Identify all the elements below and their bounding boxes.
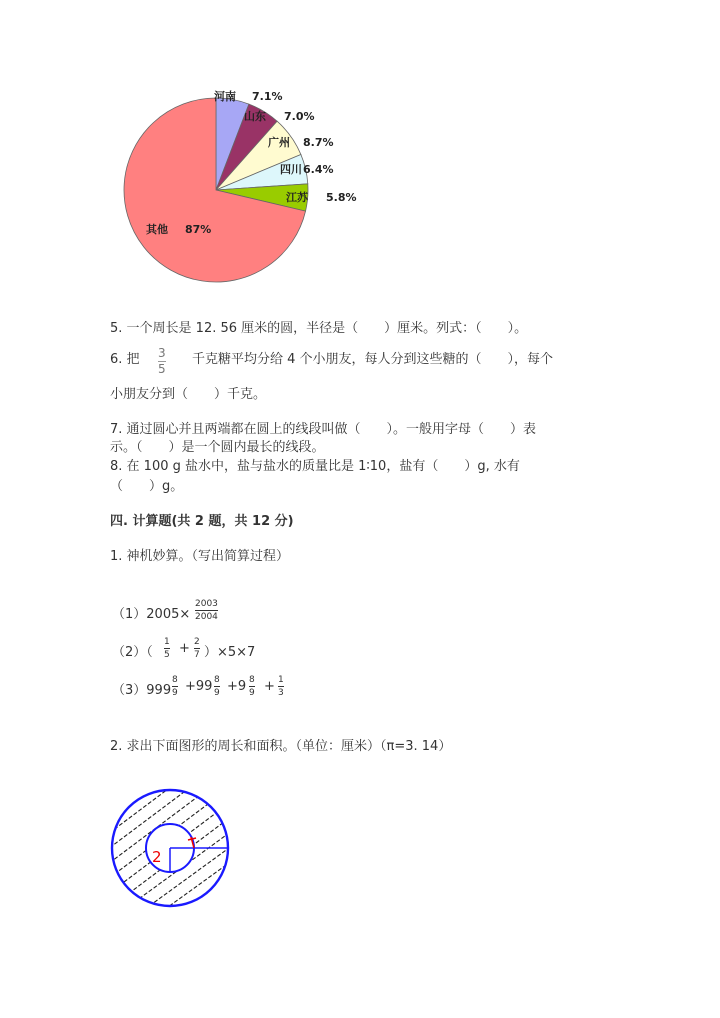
calc-1-part-3-term-d: + bbox=[264, 679, 275, 694]
calc-1-part-2-close: ）×5×7 bbox=[204, 645, 256, 660]
fraction-numerator: 8 bbox=[172, 675, 178, 685]
fraction-bar bbox=[172, 686, 178, 687]
fraction-bar bbox=[194, 648, 200, 649]
pie-category-label-2: 广州 bbox=[268, 136, 290, 149]
fraction-denominator: 9 bbox=[214, 688, 220, 698]
calc-1-part-1-label: （1）2005× bbox=[112, 607, 191, 622]
calc-1-part-3-term-b: +99 bbox=[185, 679, 213, 694]
fraction-numerator: 1 bbox=[278, 675, 284, 685]
fraction-numerator: 3 bbox=[158, 346, 166, 360]
fraction-numerator: 2003 bbox=[195, 599, 218, 609]
fraction-numerator: 8 bbox=[214, 675, 220, 685]
pie-percent-label-0: 7.1% bbox=[252, 90, 283, 103]
fraction-bar bbox=[214, 686, 220, 687]
calc-1-part-1-fraction bbox=[195, 599, 218, 622]
question-7-line2: 示。（ ）是一个圆内最长的线段。 bbox=[110, 440, 325, 455]
annulus-figure bbox=[100, 780, 240, 920]
calc-1-part-2-fraction-2 bbox=[194, 637, 200, 660]
question-6-fraction bbox=[158, 347, 166, 376]
question-7-line1: 7. 通过圆心并且两端都在圆上的线段叫做（ ）。一般用字母（ ）表 bbox=[110, 422, 537, 437]
fraction-numerator: 8 bbox=[249, 675, 255, 685]
pie-percent-label-2: 8.7% bbox=[303, 136, 334, 149]
fraction-bar bbox=[278, 686, 284, 687]
question-6-line2: 小朋友分到（ ）千克。 bbox=[110, 387, 267, 402]
calc-2-title: 2. 求出下面图形的周长和面积。（单位：厘米）（π=3. 14） bbox=[110, 739, 452, 754]
calc-1-part-3-fraction-a bbox=[172, 675, 178, 698]
calc-1-title: 1. 神机妙算。（写出简算过程） bbox=[110, 549, 290, 564]
calc-1-part-3-fraction-c bbox=[249, 675, 255, 698]
fraction-bar bbox=[195, 610, 218, 611]
fraction-numerator: 2 bbox=[194, 637, 200, 647]
calc-1-part-2-open: （2）（ bbox=[112, 645, 153, 660]
fraction-bar bbox=[164, 648, 170, 649]
fraction-denominator: 5 bbox=[164, 650, 170, 660]
fraction-denominator: 3 bbox=[278, 688, 284, 698]
pie-chart bbox=[0, 0, 420, 300]
pie-percent-label-3: 6.4% bbox=[303, 163, 334, 176]
fraction-denominator: 9 bbox=[172, 688, 178, 698]
fraction-denominator: 9 bbox=[249, 688, 255, 698]
fraction-denominator: 5 bbox=[158, 362, 166, 376]
section-heading: 四. 计算题(共 2 题，共 12 分) bbox=[110, 514, 294, 529]
fraction-denominator: 7 bbox=[194, 650, 200, 660]
calc-1-part-2-fraction-1 bbox=[164, 637, 170, 660]
calc-1-part-3-label: （3）999 bbox=[112, 683, 172, 698]
pie-category-label-4: 江苏 bbox=[286, 191, 308, 204]
pie-percent-label-5: 87% bbox=[185, 223, 212, 236]
pie-category-label-1: 山东 bbox=[244, 110, 266, 123]
question-5: 5. 一个周长是 12. 56 厘米的圆，半径是（ ）厘米。列式：（ ）。 bbox=[110, 321, 528, 336]
question-8-line1: 8. 在 100 g 盐水中，盐与盐水的质量比是 1∶10，盐有（ ）g, 水有 bbox=[110, 459, 520, 474]
question-8-line2: （ ）g。 bbox=[110, 479, 184, 494]
pie-percent-label-4: 5.8% bbox=[326, 191, 357, 204]
inner-radius-label: 2 bbox=[152, 848, 162, 866]
fraction-bar bbox=[249, 686, 255, 687]
question-6-suffix: 千克糖平均分给 4 个小朋友，每人分到这些糖的（ ），每个 bbox=[192, 352, 554, 367]
fraction-numerator: 1 bbox=[164, 637, 170, 647]
pie-category-label-3: 四川 bbox=[280, 163, 302, 176]
question-6-prefix: 6. 把 bbox=[110, 352, 140, 367]
pie-category-label-5: 其他 bbox=[146, 223, 168, 236]
pie-category-label-0: 河南 bbox=[214, 90, 236, 103]
calc-1-part-2-plus: + bbox=[179, 641, 190, 656]
calc-1-part-3-fraction-b bbox=[214, 675, 220, 698]
calc-1-part-3-fraction-d bbox=[278, 675, 284, 698]
pie-percent-label-1: 7.0% bbox=[284, 110, 315, 123]
fraction-denominator: 2004 bbox=[195, 612, 218, 622]
calc-1-part-3-term-c: +9 bbox=[227, 679, 247, 694]
